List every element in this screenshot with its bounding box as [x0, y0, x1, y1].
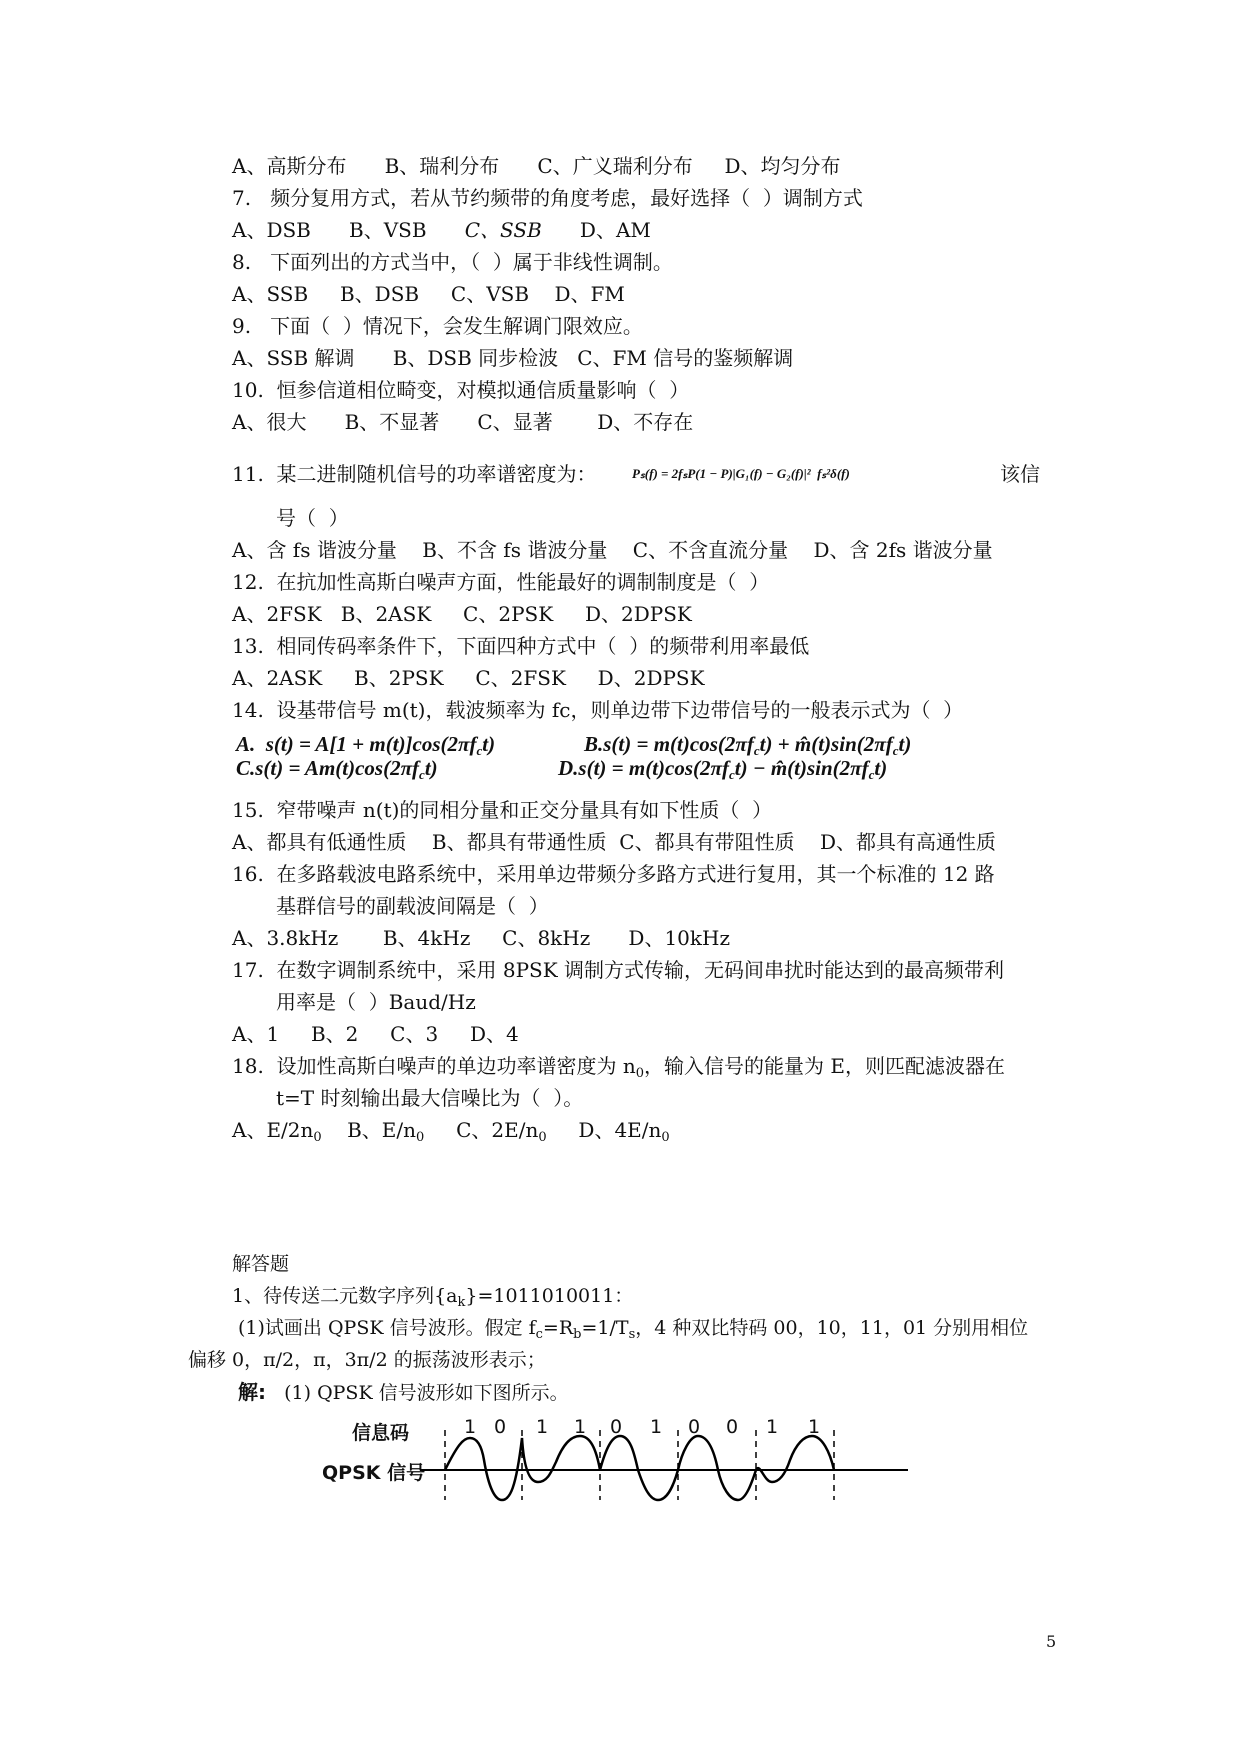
q10-options: A、很大 B、不显著 C、显著 D、不存在	[232, 410, 694, 434]
q16-options: A、3.8kHz B、4kHz C、8kHz D、10kHz	[232, 926, 731, 950]
q14-option-b: $B.s(t) = m(t)\cos(2\pi f_ct)$ + $m̂(t)\sin(2\pi f_ct)$	[584, 732, 912, 758]
info-code-label: 信息码	[352, 1422, 410, 1444]
q18-text-cont: t=T 时刻输出最大信噪比为（ ）。	[276, 1086, 584, 1110]
qpsk-waveform	[445, 1436, 834, 1500]
problem1-text: 1、待传送二元数字序列$\{a_k\}=1011010011$：	[232, 1285, 634, 1310]
solution-text: (1) QPSK 信号波形如下图所示。	[266, 1382, 569, 1404]
q13-text: 13. 相同传码率条件下，下面四种方式中（ ）的频带利用率最低	[232, 634, 810, 658]
q7-opt-d: D、AM	[541, 218, 651, 242]
q7-opt-ab: A、DSB B、VSB	[232, 218, 465, 242]
q14-option-d: $D.s(t) = m(t)\cos(2\pi f_ct)$ − $m̂(t)\sin(2\pi f_ct)$	[558, 756, 888, 782]
qpsk-signal-label: QPSK 信号	[322, 1462, 426, 1484]
q7-text: 7. 频分复用方式，若从节约频带的角度考虑，最好选择（ ）调制方式	[232, 186, 863, 210]
q7-options	[232, 218, 651, 242]
q15-options: A、都具有低通性质 B、都具有带通性质 C、都具有带阻性质 D、都具有高通性质	[232, 830, 997, 854]
q11-options: A、含 fs 谐波分量 B、不含 fs 谐波分量 C、不含直流分量 D、含 2fs 谐波分量	[232, 538, 993, 562]
q8-options: A、SSB B、DSB C、VSB D、FM	[232, 282, 625, 306]
q17-text: 17. 在数字调制系统中，采用 8PSK 调制方式传输，无码间串扰时能达到的最高频带利	[232, 958, 1005, 982]
problem1-part1-cont: 偏移 0，π/2，π，3π/2 的振荡波形表示；	[188, 1349, 546, 1371]
q16-text-cont: 基群信号的副载波间隔是（ ）	[276, 894, 549, 918]
q15-text: 15. 窄带噪声 n(t)的同相分量和正交分量具有如下性质（ ）	[232, 798, 773, 822]
q17-options: A、1 B、2 C、3 D、4	[232, 1022, 519, 1046]
bit-2: 1	[536, 1416, 549, 1438]
bit-9: 1	[808, 1416, 821, 1438]
bit-8: 1	[766, 1416, 779, 1438]
solution-label: 解:	[238, 1380, 266, 1404]
q12-text: 12. 在抗加性高斯白噪声方面，性能最好的调制制度是（ ）	[232, 570, 770, 594]
symbol-boundaries	[445, 1430, 834, 1500]
q12-options: A、2FSK B、2ASK C、2PSK D、2DPSK	[232, 602, 692, 626]
q18-text: 18. 设加性高斯白噪声的单边功率谱密度为 $n_0$，输入信号的能量为 E，则匹配滤波器在	[232, 1054, 1006, 1081]
bit-3: 1	[574, 1416, 587, 1438]
q9-text: 9. 下面（ ）情况下，会发生解调门限效应。	[232, 314, 643, 338]
section-title: 解答题	[232, 1253, 290, 1275]
q6-options: A、高斯分布 B、瑞利分布 C、广义瑞利分布 D、均匀分布	[232, 154, 841, 178]
bit-7: 0	[726, 1416, 739, 1438]
q17-text-cont: 用率是（ ）Baud/Hz	[276, 990, 476, 1014]
q9-options: A、SSB 解调 B、DSB 同步检波 C、FM 信号的鉴频解调	[232, 346, 794, 370]
q11-formula: Pₛ(f) = 2fₛP(1 − P)|G₁(f) − G₂(f)|² fₛ²δ(f)	[632, 466, 850, 481]
q8-text: 8. 下面列出的方式当中，（ ）属于非线性调制。	[232, 250, 673, 274]
q16-text: 16. 在多路载波电路系统中，采用单边带频分多路方式进行复用，其一个标准的 12 路	[232, 862, 995, 886]
q13-options: A、2ASK B、2PSK C、2FSK D、2DPSK	[232, 666, 705, 690]
bit-5: 1	[650, 1416, 663, 1438]
bit-4: 0	[610, 1416, 623, 1438]
page-number: 5	[1046, 1632, 1057, 1651]
problem1-part1: (1)试画出 QPSK 信号波形。假定 $f_c=R_b=1/T_s$，4 种双比特码 00，10，11，01 分别用相位	[238, 1317, 1029, 1342]
q14-text: 14. 设基带信号 m(t)，载波频率为 fc，则单边带下边带信号的一般表示式为（ ）	[232, 698, 964, 722]
q14-option-c: $C.s(t) = Am(t)\cos(2\pi f_ct)$	[236, 756, 438, 782]
bit-6: 0	[688, 1416, 701, 1438]
q10-text: 10. 恒参信道相位畸变，对模拟通信质量影响（ ）	[232, 378, 690, 402]
bit-1: 0	[494, 1416, 507, 1438]
q11-text-cont: 号（ ）	[276, 506, 349, 530]
q18-options: A、$E/2n_0$ B、$E/n_0$ C、$2E/n_0$ D、$4E/n_0$	[232, 1118, 670, 1145]
q7-opt-c: C、SSB	[464, 218, 542, 242]
q14-option-a: A. $s(t) = A[1 + m(t)]\cos(2\pi f_ct)$	[236, 732, 496, 758]
solution-line	[238, 1380, 569, 1405]
q11-text: 11. 某二进制随机信号的功率谱密度为：	[232, 462, 597, 486]
bit-0: 1	[464, 1416, 477, 1438]
q11-tail: 该信	[1000, 462, 1040, 486]
